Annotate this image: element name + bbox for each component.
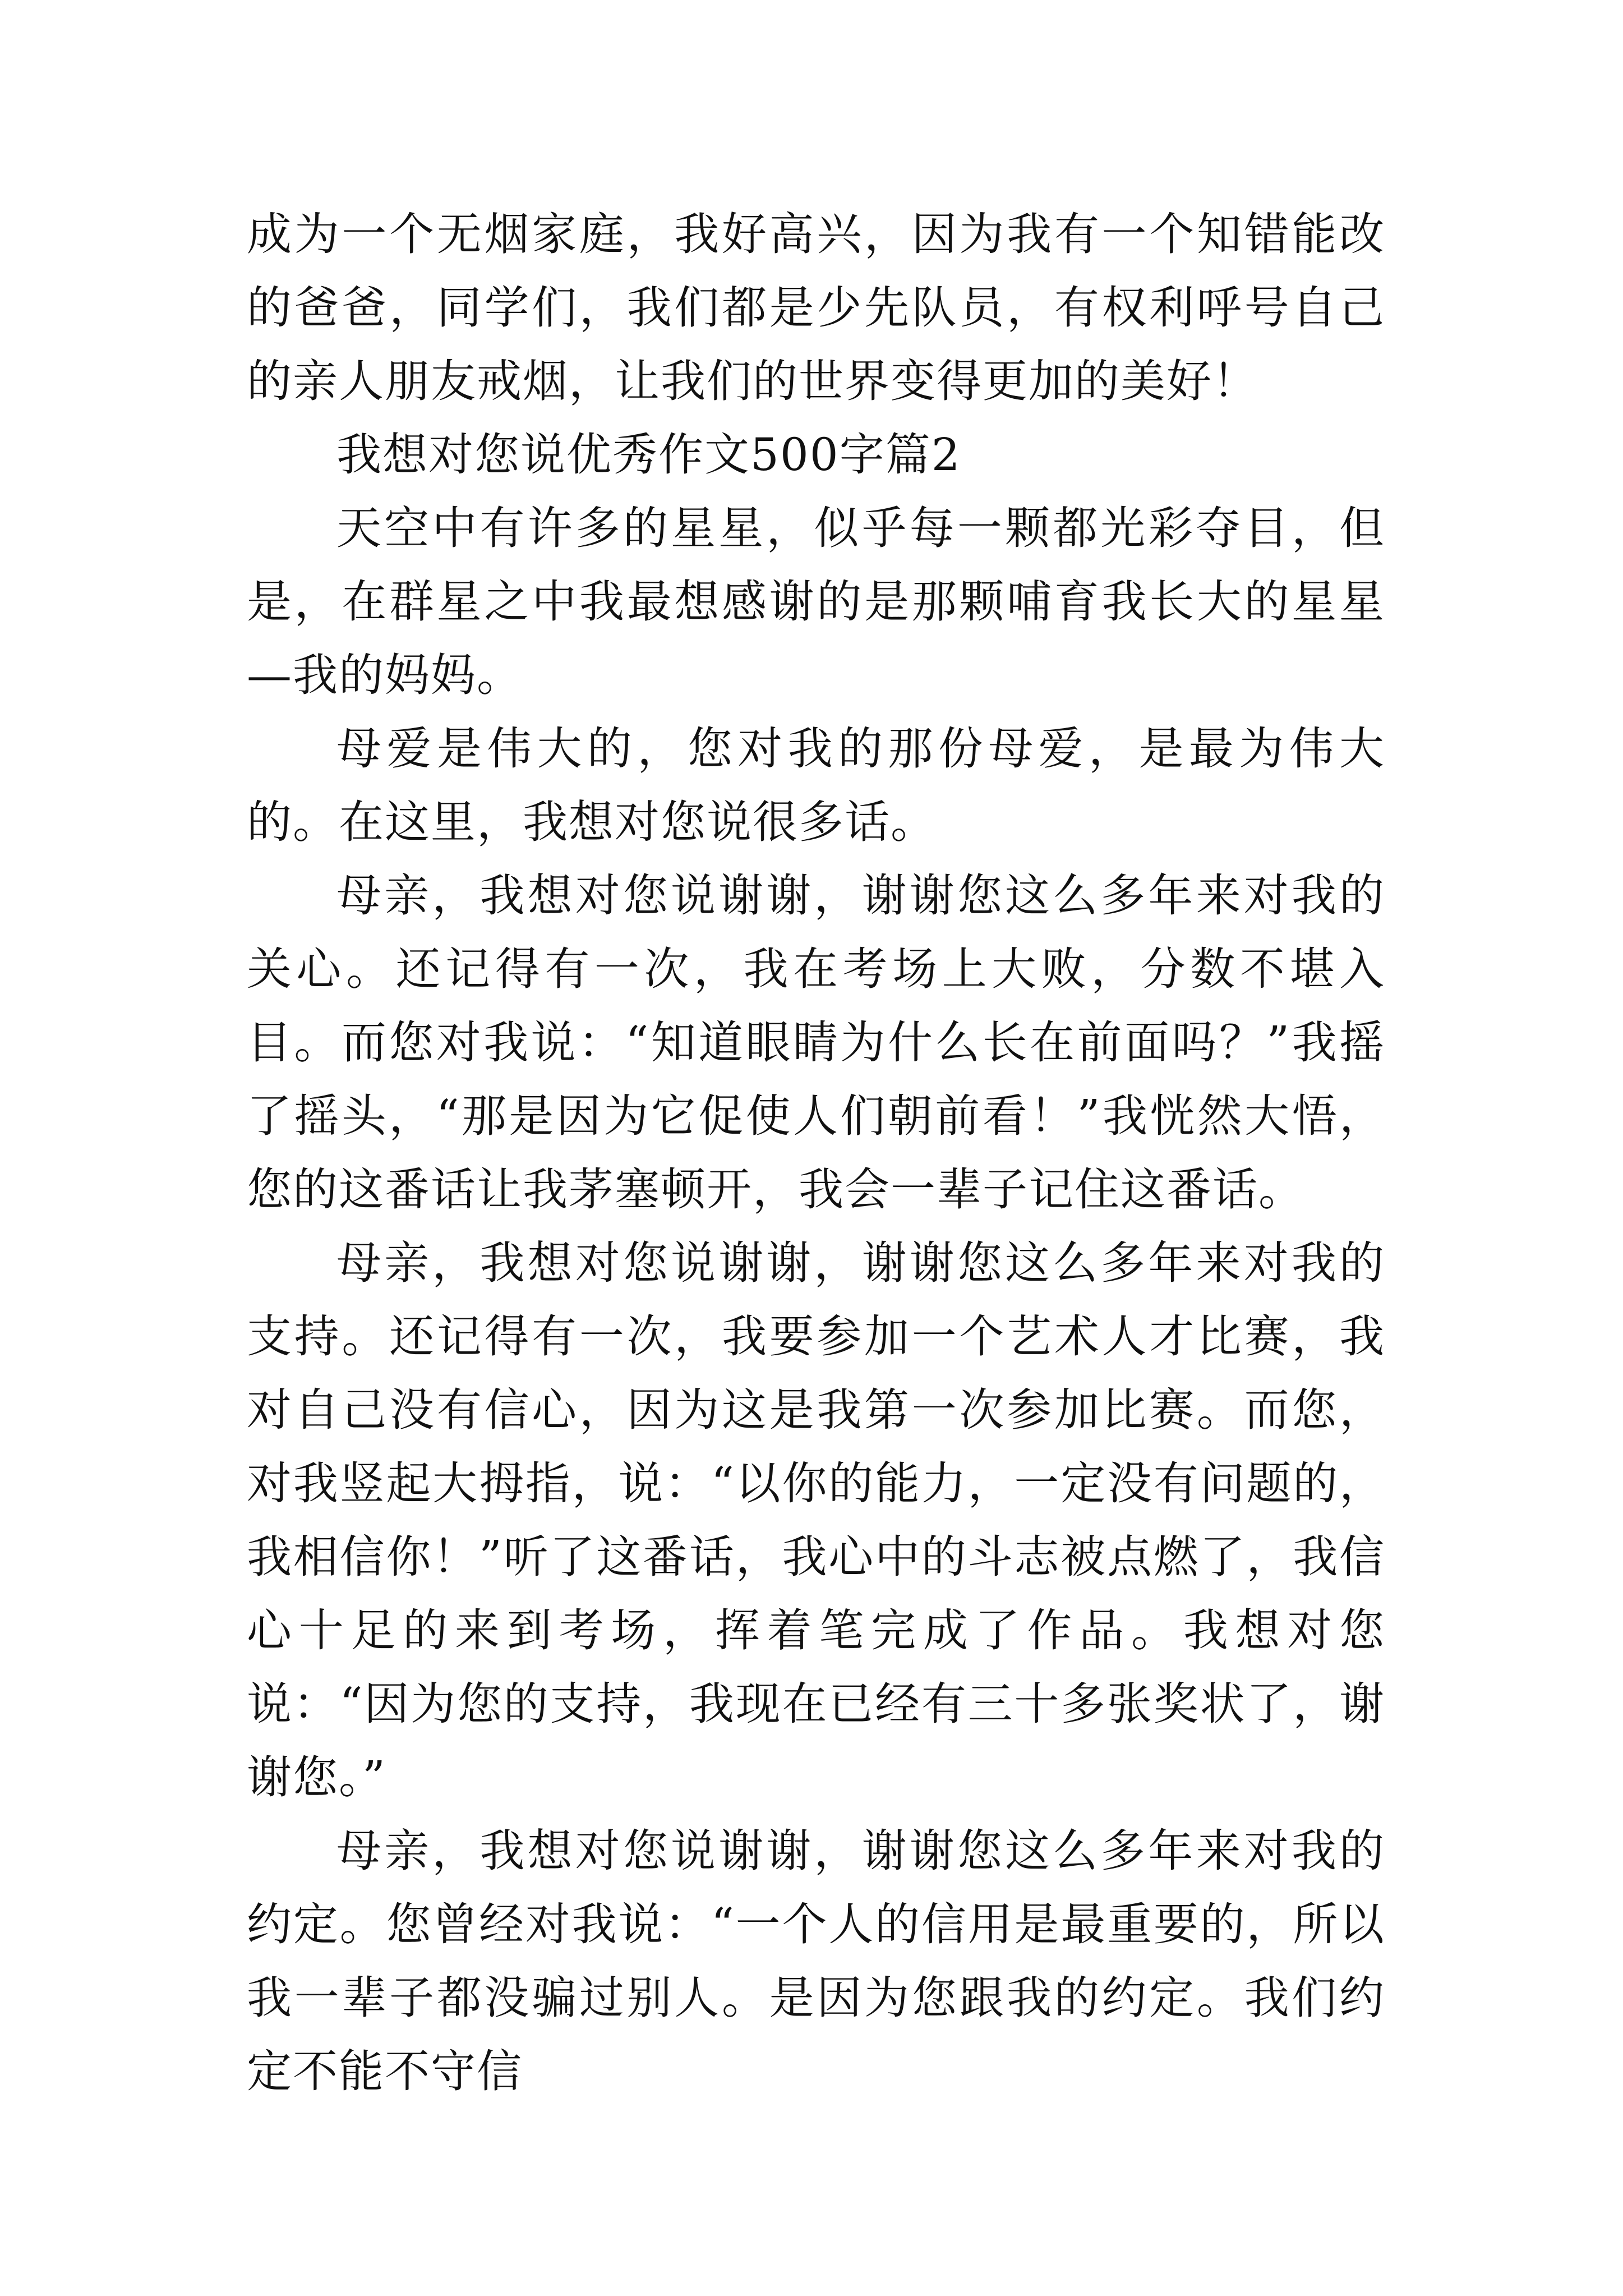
document-body xyxy=(247,197,1385,2108)
section-heading: 我想对您说优秀作文500字篇2 xyxy=(336,429,961,481)
paragraph-4: 母亲，我想对您说谢谢，谢谢您这么多年来对我的关心。还记得有一次，我在考场上大败，分数不堪入目。而您对我说：“知道眼睛为什么长在前面吗？”我摇了摇头，“那是因为它促使人们朝前看！”我恍然大悟，您的这番话让我茅塞顿开，我会一辈子记住这番话。 xyxy=(247,869,1385,1216)
paragraph-2: 天空中有许多的星星，似乎每一颗都光彩夺目，但是，在群星之中我最想感谢的是那颗哺育我长大的星星—我的妈妈。 xyxy=(247,502,1385,701)
paragraph-1: 成为一个无烟家庭，我好高兴，因为我有一个知错能改的爸爸，同学们，我们都是少先队员，有权利呼号自己的亲人朋友戒烟，让我们的世界变得更加的美好！ xyxy=(247,208,1385,407)
paragraph-5: 母亲，我想对您说谢谢，谢谢您这么多年来对我的支持。还记得有一次，我要参加一个艺术人才比赛，我对自己没有信心，因为这是我第一次参加比赛。而您，对我竖起大拇指，说：“以你的能力，一定没有问题的，我相信你！”听了这番话，我心中的斗志被点燃了，我信心十足的来到考场，挥着笔完成了作品。我想对您说：“因为您的支持，我现在已经有三十多张奖状了，谢谢您。” xyxy=(247,1237,1385,1803)
paragraph-6: 母亲，我想对您说谢谢，谢谢您这么多年来对我的约定。您曾经对我说：“一个人的信用是最重要的，所以我一辈子都没骗过别人。是因为您跟我的约定。我们约定不能不守信 xyxy=(247,1825,1385,2097)
paragraph-3: 母爱是伟大的，您对我的那份母爱，是最为伟大的。在这里，我想对您说很多话。 xyxy=(247,723,1385,848)
